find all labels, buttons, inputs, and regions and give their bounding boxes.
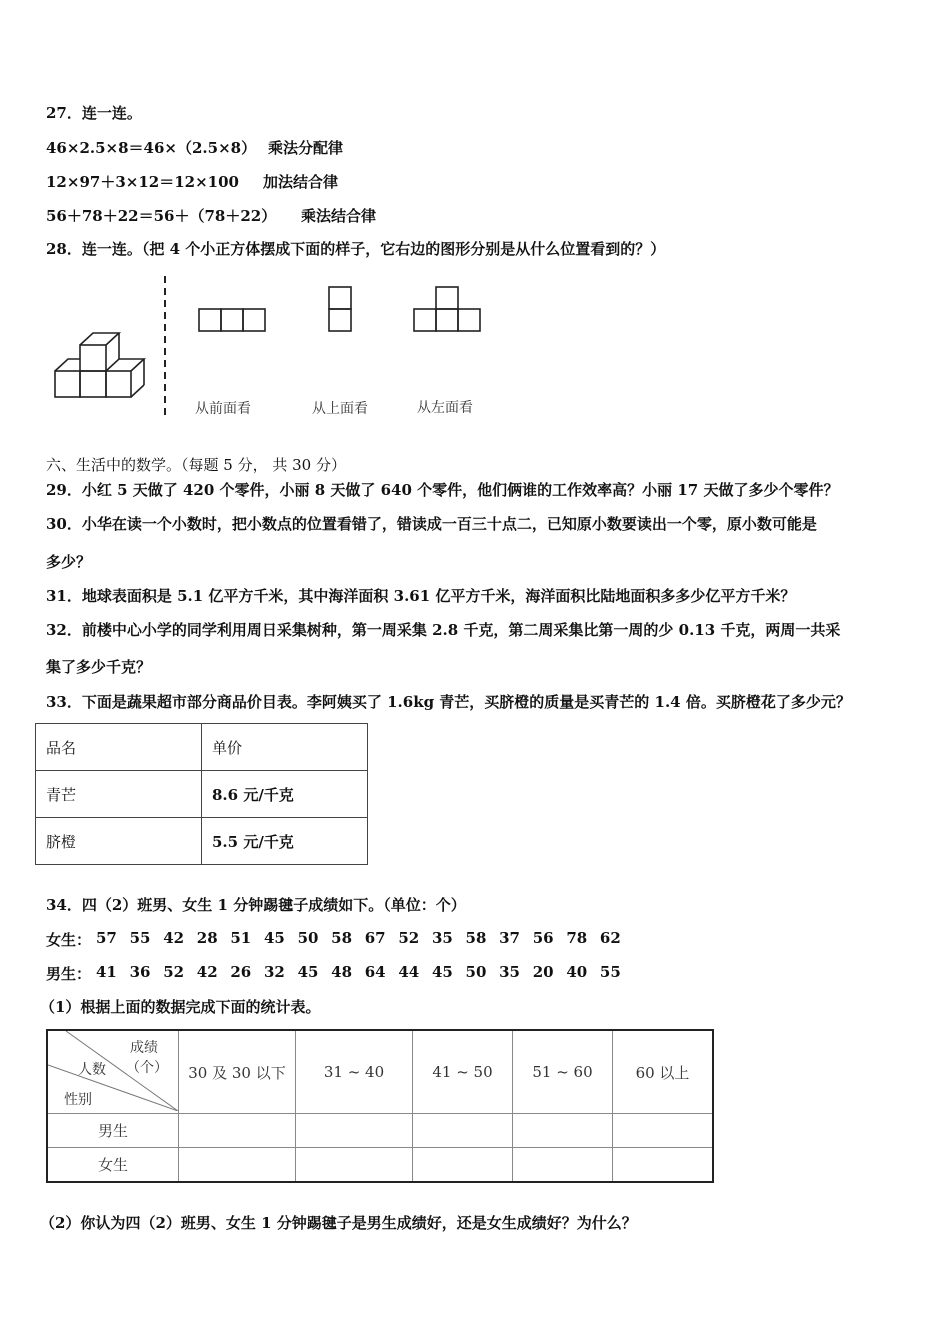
q29-text: 29．小红 5 天做了 420 个零件，小丽 8 天做了 640 个零件，他们俩谁的工作效率高？小丽 17 天做了多少个零件？ xyxy=(46,481,839,499)
blank-cell[interactable] xyxy=(179,1114,296,1148)
score: 48 xyxy=(331,963,353,981)
row-label-girls: 女生 xyxy=(47,1148,179,1183)
score: 57 xyxy=(96,929,117,947)
boys-scores xyxy=(46,963,634,984)
score: 78 xyxy=(566,929,588,947)
q27-law-3: 乘法结合律 xyxy=(301,207,377,225)
score: 42 xyxy=(163,929,185,947)
q27-title: 27．连一连。 xyxy=(46,104,142,122)
score: 45 xyxy=(431,963,453,981)
score: 41 xyxy=(96,963,117,981)
q27-equation-1: 46×2.5×8＝46×（2.5×8） xyxy=(46,139,257,157)
table-row xyxy=(36,818,368,865)
header-unit-price: 单价 xyxy=(202,724,368,771)
blank-cell[interactable] xyxy=(513,1148,613,1183)
score: 28 xyxy=(196,929,218,947)
score: 20 xyxy=(532,963,554,981)
column-header: 30 及 30 以下 xyxy=(179,1030,296,1114)
column-header: 41 ~ 50 xyxy=(413,1030,513,1114)
score: 45 xyxy=(297,963,319,981)
row-label-boys: 男生 xyxy=(47,1114,179,1148)
table-row xyxy=(47,1148,713,1183)
q32-line-1: 32．前楼中心小学的同学利用周日采集树种，第一周采集 2.8 千克，第二周采集比第一周的少 0.13 千克，两周一共采 xyxy=(46,621,841,639)
blank-cell[interactable] xyxy=(613,1114,714,1148)
score: 64 xyxy=(364,963,386,981)
boys-label: 男生： xyxy=(46,965,92,983)
unit-price: 5.5 元/千克 xyxy=(202,818,368,865)
score: 56 xyxy=(532,929,554,947)
blank-cell[interactable] xyxy=(296,1148,413,1183)
score: 67 xyxy=(364,929,386,947)
score: 62 xyxy=(599,929,621,947)
blank-cell[interactable] xyxy=(296,1114,413,1148)
score: 55 xyxy=(129,929,151,947)
score: 44 xyxy=(398,963,420,981)
column-header: 60 以上 xyxy=(613,1030,714,1114)
diagonal-header-cell xyxy=(47,1030,179,1114)
score: 51 xyxy=(230,929,252,947)
score: 32 xyxy=(263,963,285,981)
score: 36 xyxy=(129,963,151,981)
score: 58 xyxy=(465,929,487,947)
blank-cell[interactable] xyxy=(413,1148,513,1183)
score: 55 xyxy=(599,963,621,981)
score: 50 xyxy=(297,929,319,947)
blank-cell[interactable] xyxy=(413,1114,513,1148)
score: 52 xyxy=(163,963,185,981)
section-6-title: 六、生活中的数学。（每题 5 分， 共 30 分） xyxy=(46,456,346,474)
girls-label: 女生： xyxy=(46,931,92,949)
q27-law-1: 乘法分配律 xyxy=(268,139,344,157)
price-table-header xyxy=(36,724,368,771)
blank-cell[interactable] xyxy=(613,1148,714,1183)
column-header: 51 ~ 60 xyxy=(513,1030,613,1114)
q33-text: 33．下面是蔬果超市部分商品价目表。李阿姨买了 1.6kg 青芒，买脐橙的质量是买青芒的 1.4 倍。买脐橙花了多少元？ xyxy=(46,693,851,711)
score: 42 xyxy=(196,963,218,981)
table-row xyxy=(47,1114,713,1148)
item-name: 青芒 xyxy=(36,771,202,818)
unit-price: 8.6 元/千克 xyxy=(202,771,368,818)
column-header: 31 ~ 40 xyxy=(296,1030,413,1114)
q34-part-1: （1）根据上面的数据完成下面的统计表。 xyxy=(40,998,321,1016)
cube-views-figure xyxy=(48,268,508,428)
statistics-table xyxy=(46,1029,714,1183)
girls-scores xyxy=(46,929,634,950)
score: 58 xyxy=(331,929,353,947)
score: 37 xyxy=(499,929,520,947)
q27-law-2: 加法结合律 xyxy=(263,173,339,191)
left-view-caption: 从左面看 xyxy=(417,400,473,416)
q31-text: 31．地球表面积是 5.1 亿平方千米，其中海洋面积 3.61 亿平方千米，海洋面积比陆地面积多多少亿平方千米？ xyxy=(46,587,796,605)
corner-gender-label: 性别 xyxy=(64,1092,92,1108)
corner-count-label: 人数 xyxy=(78,1062,106,1078)
score: 40 xyxy=(566,963,588,981)
q28-title: 28．连一连。（把 4 个小正方体摆成下面的样子，它右边的图形分别是从什么位置看到的？） xyxy=(46,240,666,258)
front-view-caption: 从前面看 xyxy=(195,401,251,417)
score: 26 xyxy=(230,963,252,981)
item-name: 脐橙 xyxy=(36,818,202,865)
q34-title: 34．四（2）班男、女生 1 分钟踢毽子成绩如下。（单位：个） xyxy=(46,896,466,914)
stats-header-row xyxy=(47,1030,713,1114)
q34-part-2: （2）你认为四（2）班男、女生 1 分钟踢毽子是男生成绩好，还是女生成绩好？为什么？ xyxy=(40,1214,637,1232)
q30-line-2: 多少？ xyxy=(46,553,92,571)
table-row xyxy=(36,771,368,818)
score: 35 xyxy=(499,963,520,981)
header-item-name: 品名 xyxy=(36,724,202,771)
q27-equation-2: 12×97＋3×12＝12×100 xyxy=(46,173,239,191)
score: 50 xyxy=(465,963,487,981)
score: 35 xyxy=(431,929,453,947)
price-table xyxy=(35,723,368,865)
blank-cell[interactable] xyxy=(513,1114,613,1148)
q32-line-2: 集了多少千克？ xyxy=(46,658,152,676)
top-view-caption: 从上面看 xyxy=(312,401,368,417)
q27-equation-3: 56＋78＋22＝56＋（78＋22） xyxy=(46,207,277,225)
score: 45 xyxy=(263,929,285,947)
corner-score-label: 成绩 xyxy=(130,1040,158,1056)
q30-line-1: 30．小华在读一个小数时，把小数点的位置看错了，错读成一百三十点二，已知原小数要读出一个零，原小数可能是 xyxy=(46,515,817,533)
blank-cell[interactable] xyxy=(179,1148,296,1183)
score: 52 xyxy=(398,929,420,947)
corner-unit-label: （个） xyxy=(126,1060,168,1076)
